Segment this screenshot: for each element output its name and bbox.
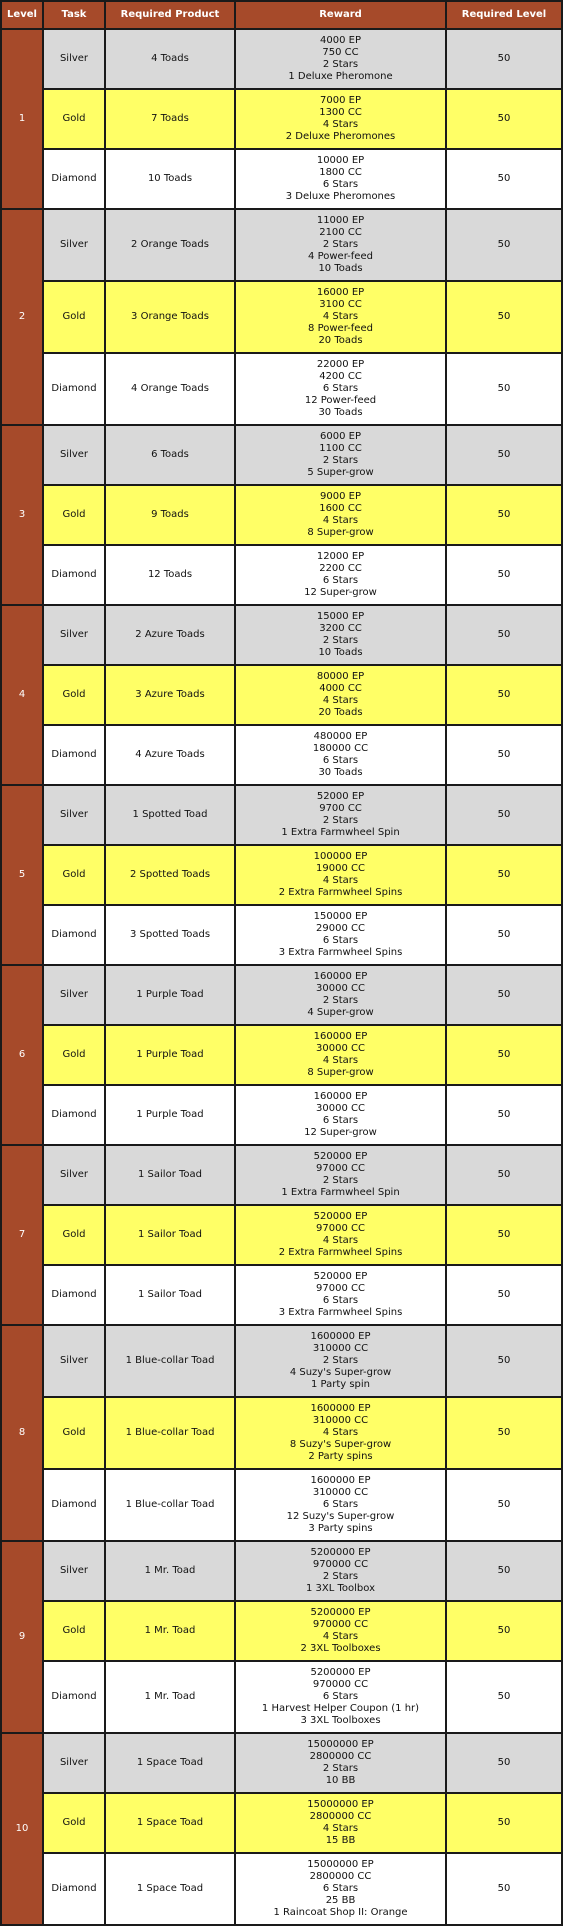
table-row: [1, 1661, 562, 1733]
reward-line: 12 Super-grow: [304, 1127, 377, 1138]
reward-line: 150000 EP: [313, 911, 368, 922]
reward-cell: [235, 965, 446, 1025]
level-cell: 5: [1, 785, 43, 965]
table-row: [1, 1397, 562, 1469]
reward-line: 15000000 EP: [307, 1859, 374, 1870]
reward-cell: [235, 353, 446, 425]
reward-line: 9700 CC: [319, 803, 362, 814]
required-level-cell: 50: [446, 209, 562, 281]
reward-line: 25 BB: [325, 1895, 356, 1906]
level-cell: 2: [1, 209, 43, 425]
reward-line: 1800 CC: [319, 167, 362, 178]
reward-line: 160000 EP: [313, 971, 368, 982]
reward-line: 15000000 EP: [307, 1799, 374, 1810]
reward-line: 5 Super-grow: [307, 467, 374, 478]
level-cell: 6: [1, 965, 43, 1145]
reward-cell: [235, 1145, 446, 1205]
task-cell: Silver: [43, 1733, 105, 1793]
reward-line: 2800000 CC: [309, 1751, 372, 1762]
required-product-cell: 1 Blue-collar Toad: [105, 1325, 235, 1397]
task-cell: Gold: [43, 1025, 105, 1085]
task-cell: Diamond: [43, 1265, 105, 1325]
reward-line: 5200000 EP: [310, 1607, 371, 1618]
task-cell: Silver: [43, 425, 105, 485]
reward-line: 1 Raincoat Shop II: Orange: [273, 1907, 408, 1918]
reward-line: 10 BB: [325, 1775, 356, 1786]
required-product-cell: 2 Azure Toads: [105, 605, 235, 665]
required-level-cell: 50: [446, 845, 562, 905]
required-level-cell: 50: [446, 89, 562, 149]
reward-line: 4 Power-feed: [308, 251, 373, 262]
level-cell: 10: [1, 1733, 43, 1925]
table-header: [1, 1, 562, 29]
reward-line: 970000 CC: [312, 1559, 369, 1570]
required-product-cell: 1 Mr. Toad: [105, 1601, 235, 1661]
reward-line: 1600000 EP: [310, 1475, 371, 1486]
level-cell: 4: [1, 605, 43, 785]
reward-line: 2 Stars: [322, 455, 359, 466]
reward-line: 97000 CC: [316, 1283, 365, 1294]
reward-cell: [235, 29, 446, 89]
reward-line: 16000 EP: [316, 287, 365, 298]
reward-cell: [235, 149, 446, 209]
reward-line: 3 Party spins: [308, 1523, 373, 1534]
table-row: [1, 845, 562, 905]
task-cell: Silver: [43, 29, 105, 89]
header-required-product: Required Product: [105, 1, 235, 29]
reward-line: 4 Stars: [322, 1631, 359, 1642]
required-level-cell: 50: [446, 1541, 562, 1601]
reward-line: 2 Stars: [322, 815, 359, 826]
required-level-cell: 50: [446, 905, 562, 965]
required-product-cell: 1 Spotted Toad: [105, 785, 235, 845]
required-product-cell: 9 Toads: [105, 485, 235, 545]
required-level-cell: 50: [446, 1397, 562, 1469]
header-row: [1, 1, 562, 29]
reward-line: 20 Toads: [318, 707, 363, 718]
reward-line: 2 Stars: [322, 1175, 359, 1186]
reward-line: 30000 CC: [316, 983, 365, 994]
reward-cell: [235, 845, 446, 905]
table-row: [1, 905, 562, 965]
reward-line: 1100 CC: [319, 443, 362, 454]
table-body: [1, 29, 562, 1925]
reward-line: 1 3XL Toolbox: [305, 1583, 375, 1594]
required-product-cell: 1 Blue-collar Toad: [105, 1397, 235, 1469]
reward-line: 11000 EP: [316, 215, 365, 226]
table-row: [1, 1085, 562, 1145]
reward-line: 80000 EP: [316, 671, 365, 682]
reward-line: 15 BB: [325, 1835, 356, 1846]
task-cell: Gold: [43, 665, 105, 725]
table-row: [1, 1541, 562, 1601]
reward-line: 2800000 CC: [309, 1871, 372, 1882]
reward-line: 30 Toads: [318, 407, 363, 418]
reward-line: 100000 EP: [313, 851, 368, 862]
task-cell: Diamond: [43, 1853, 105, 1925]
reward-line: 750 CC: [322, 47, 359, 58]
reward-line: 2 3XL Toolboxes: [300, 1643, 381, 1654]
required-level-cell: 50: [446, 1733, 562, 1793]
table-row: [1, 665, 562, 725]
reward-line: 8 Suzy's Super-grow: [289, 1439, 392, 1450]
required-product-cell: 12 Toads: [105, 545, 235, 605]
task-cell: Silver: [43, 785, 105, 845]
level-cell: 7: [1, 1145, 43, 1325]
reward-line: 480000 EP: [313, 731, 368, 742]
task-cell: Diamond: [43, 1469, 105, 1541]
reward-line: 6 Stars: [322, 575, 359, 586]
reward-line: 30000 CC: [316, 1103, 365, 1114]
required-level-cell: 50: [446, 1793, 562, 1853]
required-level-cell: 50: [446, 545, 562, 605]
reward-line: 5200000 EP: [310, 1667, 371, 1678]
required-level-cell: 50: [446, 281, 562, 353]
task-cell: Diamond: [43, 1085, 105, 1145]
table-row: [1, 281, 562, 353]
reward-line: 2100 CC: [319, 227, 362, 238]
reward-line: 2 Deluxe Pheromones: [285, 131, 396, 142]
required-level-cell: 50: [446, 725, 562, 785]
reward-line: 6 Stars: [322, 383, 359, 394]
reward-cell: [235, 605, 446, 665]
reward-cell: [235, 1541, 446, 1601]
reward-line: 12 Suzy's Super-grow: [286, 1511, 395, 1522]
reward-line: 2200 CC: [319, 563, 362, 574]
reward-line: 8 Super-grow: [307, 1067, 374, 1078]
required-product-cell: 1 Space Toad: [105, 1853, 235, 1925]
reward-cell: [235, 1469, 446, 1541]
table-row: [1, 1793, 562, 1853]
required-level-cell: 50: [446, 1469, 562, 1541]
reward-line: 4 Stars: [322, 875, 359, 886]
reward-line: 9000 EP: [320, 491, 361, 502]
reward-line: 30000 CC: [316, 1043, 365, 1054]
table-row: [1, 149, 562, 209]
reward-line: 160000 EP: [313, 1031, 368, 1042]
reward-line: 1600000 EP: [310, 1403, 371, 1414]
reward-cell: [235, 1085, 446, 1145]
task-cell: Diamond: [43, 149, 105, 209]
task-cell: Gold: [43, 845, 105, 905]
reward-line: 4 Stars: [322, 1823, 359, 1834]
reward-line: 6 Stars: [322, 1295, 359, 1306]
task-cell: Gold: [43, 1601, 105, 1661]
reward-line: 2 Stars: [322, 239, 359, 250]
reward-line: 10000 EP: [316, 155, 365, 166]
reward-line: 1 Harvest Helper Coupon (1 hr): [261, 1703, 420, 1714]
required-level-cell: 50: [446, 1205, 562, 1265]
reward-line: 160000 EP: [313, 1091, 368, 1102]
reward-line: 4 Stars: [322, 1427, 359, 1438]
required-level-cell: 50: [446, 29, 562, 89]
reward-cell: [235, 209, 446, 281]
table-row: [1, 353, 562, 425]
reward-line: 6 Stars: [322, 1691, 359, 1702]
reward-line: 6 Stars: [322, 935, 359, 946]
reward-line: 6 Stars: [322, 755, 359, 766]
required-level-cell: 50: [446, 1145, 562, 1205]
reward-line: 8 Super-grow: [307, 527, 374, 538]
reward-cell: [235, 1661, 446, 1733]
reward-line: 4 Stars: [322, 1235, 359, 1246]
reward-line: 3200 CC: [319, 623, 362, 634]
header-task: Task: [43, 1, 105, 29]
reward-line: 19000 CC: [316, 863, 365, 874]
reward-cell: [235, 281, 446, 353]
table-row: [1, 725, 562, 785]
reward-line: 10 Toads: [318, 647, 363, 658]
reward-cell: [235, 1025, 446, 1085]
reward-line: 2 Extra Farmwheel Spins: [278, 887, 403, 898]
task-cell: Gold: [43, 485, 105, 545]
required-level-cell: 50: [446, 1853, 562, 1925]
reward-cell: [235, 725, 446, 785]
reward-line: 4 Super-grow: [307, 1007, 374, 1018]
required-product-cell: 3 Azure Toads: [105, 665, 235, 725]
table-row: [1, 965, 562, 1025]
reward-line: 4 Suzy's Super-grow: [289, 1367, 392, 1378]
reward-line: 6 Stars: [322, 1499, 359, 1510]
reward-line: 3100 CC: [319, 299, 362, 310]
reward-line: 180000 CC: [312, 743, 369, 754]
reward-line: 97000 CC: [316, 1223, 365, 1234]
task-cell: Diamond: [43, 353, 105, 425]
reward-line: 310000 CC: [312, 1487, 369, 1498]
table-row: [1, 209, 562, 281]
reward-line: 2 Extra Farmwheel Spins: [278, 1247, 403, 1258]
required-product-cell: 1 Blue-collar Toad: [105, 1469, 235, 1541]
task-cell: Diamond: [43, 1661, 105, 1733]
reward-line: 970000 CC: [312, 1619, 369, 1630]
reward-cell: [235, 665, 446, 725]
required-product-cell: 3 Orange Toads: [105, 281, 235, 353]
reward-line: 2 Stars: [322, 59, 359, 70]
level-cell: 9: [1, 1541, 43, 1733]
reward-cell: [235, 785, 446, 845]
required-level-cell: 50: [446, 965, 562, 1025]
required-product-cell: 2 Spotted Toads: [105, 845, 235, 905]
task-cell: Silver: [43, 1325, 105, 1397]
task-cell: Silver: [43, 1541, 105, 1601]
header-level: Level: [1, 1, 43, 29]
reward-line: 1 Deluxe Pheromone: [288, 71, 393, 82]
required-level-cell: 50: [446, 665, 562, 725]
reward-cell: [235, 1793, 446, 1853]
table-row: [1, 605, 562, 665]
reward-line: 520000 EP: [313, 1151, 368, 1162]
task-cell: Gold: [43, 1397, 105, 1469]
required-product-cell: 7 Toads: [105, 89, 235, 149]
task-cell: Gold: [43, 281, 105, 353]
reward-line: 1 Extra Farmwheel Spin: [281, 827, 400, 838]
reward-line: 2800000 CC: [309, 1811, 372, 1822]
required-product-cell: 1 Sailor Toad: [105, 1265, 235, 1325]
task-cell: Gold: [43, 1793, 105, 1853]
task-cell: Silver: [43, 1145, 105, 1205]
reward-cell: [235, 1733, 446, 1793]
reward-cell: [235, 1325, 446, 1397]
task-cell: Gold: [43, 1205, 105, 1265]
required-level-cell: 50: [446, 1085, 562, 1145]
reward-cell: [235, 1601, 446, 1661]
required-product-cell: 1 Mr. Toad: [105, 1541, 235, 1601]
reward-cell: [235, 1205, 446, 1265]
reward-line: 2 Stars: [322, 995, 359, 1006]
reward-cell: [235, 89, 446, 149]
reward-line: 4000 EP: [320, 35, 361, 46]
reward-line: 97000 CC: [316, 1163, 365, 1174]
table-row: [1, 89, 562, 149]
task-cell: Gold: [43, 89, 105, 149]
level-cell: 3: [1, 425, 43, 605]
required-product-cell: 1 Sailor Toad: [105, 1145, 235, 1205]
table-row: [1, 1733, 562, 1793]
task-cell: Diamond: [43, 725, 105, 785]
required-product-cell: 1 Sailor Toad: [105, 1205, 235, 1265]
reward-line: 1 Party spin: [310, 1379, 371, 1390]
reward-line: 520000 EP: [313, 1211, 368, 1222]
reward-line: 4200 CC: [319, 371, 362, 382]
reward-line: 310000 CC: [312, 1343, 369, 1354]
required-level-cell: 50: [446, 1265, 562, 1325]
reward-line: 6000 EP: [320, 431, 361, 442]
reward-line: 3 Extra Farmwheel Spins: [278, 1307, 403, 1318]
reward-line: 30 Toads: [318, 767, 363, 778]
task-cell: Silver: [43, 965, 105, 1025]
required-level-cell: 50: [446, 425, 562, 485]
reward-line: 20 Toads: [318, 335, 363, 346]
required-level-cell: 50: [446, 785, 562, 845]
reward-cell: [235, 1853, 446, 1925]
required-level-cell: 50: [446, 1325, 562, 1397]
reward-line: 7000 EP: [320, 95, 361, 106]
reward-cell: [235, 425, 446, 485]
reward-line: 12 Super-grow: [304, 587, 377, 598]
reward-line: 10 Toads: [318, 263, 363, 274]
reward-line: 8 Power-feed: [308, 323, 373, 334]
reward-cell: [235, 1397, 446, 1469]
required-level-cell: 50: [446, 149, 562, 209]
required-product-cell: 4 Toads: [105, 29, 235, 89]
required-level-cell: 50: [446, 1025, 562, 1085]
reward-line: 970000 CC: [312, 1679, 369, 1690]
table-row: [1, 545, 562, 605]
required-level-cell: 50: [446, 485, 562, 545]
reward-line: 15000 EP: [316, 611, 365, 622]
required-product-cell: 1 Purple Toad: [105, 1085, 235, 1145]
reward-line: 3 3XL Toolboxes: [300, 1715, 381, 1726]
required-level-cell: 50: [446, 605, 562, 665]
reward-line: 22000 EP: [316, 359, 365, 370]
reward-line: 2 Stars: [322, 1763, 359, 1774]
table-row: [1, 1469, 562, 1541]
required-product-cell: 1 Purple Toad: [105, 965, 235, 1025]
reward-line: 4 Stars: [322, 695, 359, 706]
required-product-cell: 3 Spotted Toads: [105, 905, 235, 965]
reward-line: 4 Stars: [322, 119, 359, 130]
task-cell: Diamond: [43, 545, 105, 605]
reward-line: 29000 CC: [316, 923, 365, 934]
reward-cell: [235, 1265, 446, 1325]
reward-line: 6 Stars: [322, 1883, 359, 1894]
required-product-cell: 4 Orange Toads: [105, 353, 235, 425]
reward-line: 3 Extra Farmwheel Spins: [278, 947, 403, 958]
reward-line: 1600 CC: [319, 503, 362, 514]
reward-line: 5200000 EP: [310, 1547, 371, 1558]
reward-line: 12 Power-feed: [304, 395, 377, 406]
required-product-cell: 1 Space Toad: [105, 1793, 235, 1853]
reward-line: 6 Stars: [322, 179, 359, 190]
reward-line: 2 Stars: [322, 635, 359, 646]
required-product-cell: 2 Orange Toads: [105, 209, 235, 281]
header-reward: Reward: [235, 1, 446, 29]
task-cell: Silver: [43, 605, 105, 665]
reward-line: 2 Stars: [322, 1571, 359, 1582]
table-row: [1, 485, 562, 545]
table-row: [1, 425, 562, 485]
reward-line: 2 Party spins: [308, 1451, 373, 1462]
required-product-cell: 1 Mr. Toad: [105, 1661, 235, 1733]
reward-line: 310000 CC: [312, 1415, 369, 1426]
reward-line: 12000 EP: [316, 551, 365, 562]
reward-line: 1300 CC: [319, 107, 362, 118]
reward-line: 3 Deluxe Pheromones: [285, 191, 396, 202]
table-row: [1, 1601, 562, 1661]
reward-line: 4 Stars: [322, 515, 359, 526]
reward-line: 1600000 EP: [310, 1331, 371, 1342]
reward-line: 4 Stars: [322, 1055, 359, 1066]
required-product-cell: 4 Azure Toads: [105, 725, 235, 785]
required-product-cell: 10 Toads: [105, 149, 235, 209]
level-cell: 1: [1, 29, 43, 209]
required-level-cell: 50: [446, 1661, 562, 1733]
level-cell: 8: [1, 1325, 43, 1541]
reward-line: 1 Extra Farmwheel Spin: [281, 1187, 400, 1198]
table-row: [1, 1853, 562, 1925]
table-row: [1, 1025, 562, 1085]
reward-line: 4 Stars: [322, 311, 359, 322]
reward-line: 520000 EP: [313, 1271, 368, 1282]
required-level-cell: 50: [446, 353, 562, 425]
reward-line: 6 Stars: [322, 1115, 359, 1126]
table-row: [1, 1145, 562, 1205]
reward-line: 4000 CC: [319, 683, 362, 694]
reward-cell: [235, 485, 446, 545]
table-row: [1, 29, 562, 89]
reward-line: 15000000 EP: [307, 1739, 374, 1750]
task-cell: Diamond: [43, 905, 105, 965]
task-cell: Silver: [43, 209, 105, 281]
table-row: [1, 1325, 562, 1397]
required-level-cell: 50: [446, 1601, 562, 1661]
reward-cell: [235, 545, 446, 605]
header-required-level: Required Level: [446, 1, 562, 29]
required-product-cell: 6 Toads: [105, 425, 235, 485]
table-row: [1, 1205, 562, 1265]
required-product-cell: 1 Purple Toad: [105, 1025, 235, 1085]
reward-line: 52000 EP: [316, 791, 365, 802]
reward-line: 2 Stars: [322, 1355, 359, 1366]
table-row: [1, 1265, 562, 1325]
required-product-cell: 1 Space Toad: [105, 1733, 235, 1793]
reward-cell: [235, 905, 446, 965]
table-row: [1, 785, 562, 845]
